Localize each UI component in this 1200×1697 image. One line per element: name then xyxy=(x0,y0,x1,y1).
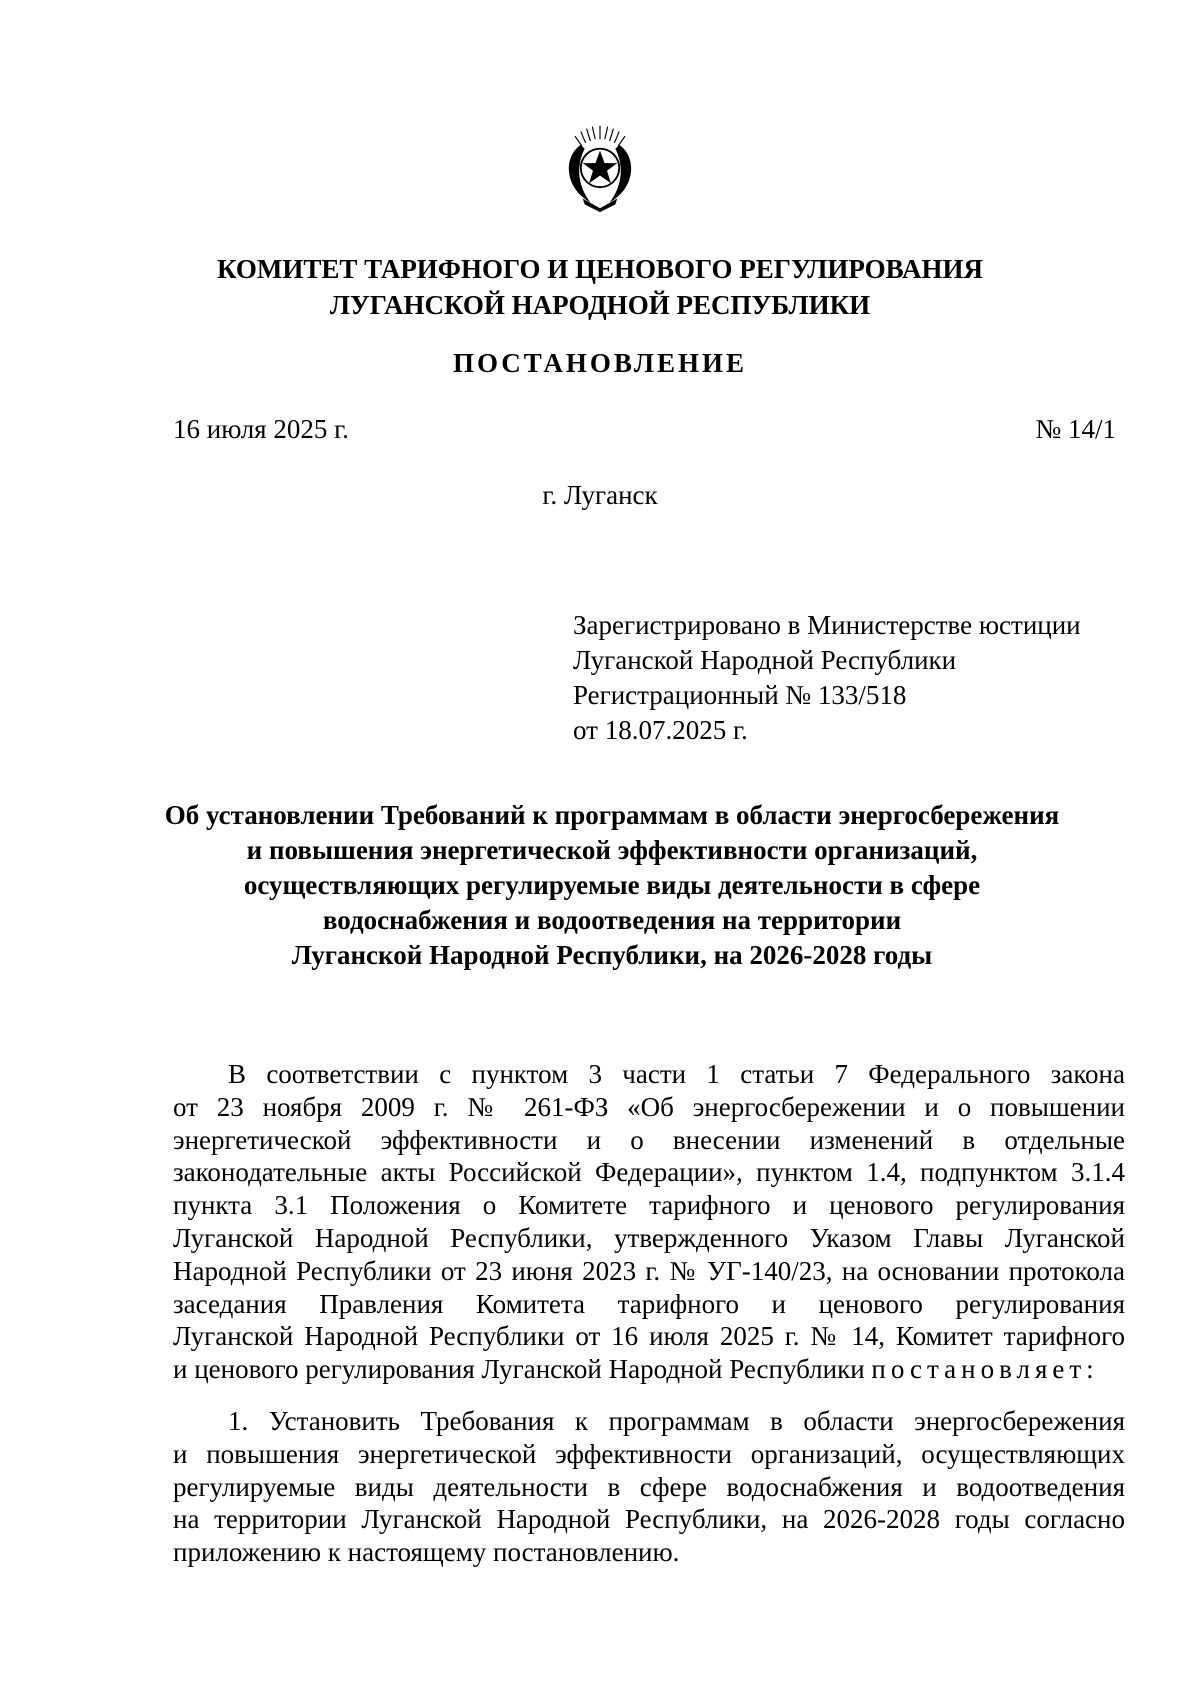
document-title xyxy=(150,798,1074,973)
clause-1-paragraph xyxy=(173,1405,1125,1569)
title-line: осуществляющих регулируемые виды деятельности в сфере xyxy=(243,870,981,900)
clause-line: 1. Установить Требования к программам в области энергосбережения xyxy=(228,1406,1125,1436)
registration-block xyxy=(573,608,1081,748)
organization-name-line-1: КОМИТЕТ ТАРИФНОГО И ЦЕНОВОГО РЕГУЛИРОВАНИЯ xyxy=(216,254,983,284)
clause-line: и повышения энергетической эффективности организаций, осуществляющих xyxy=(173,1438,1125,1469)
preamble-line: пункта 3.1 Положения о Комитете тарифного и ценового регулирования xyxy=(173,1190,1125,1221)
title-line: водоснабжения и водоотведения на территории xyxy=(322,905,902,935)
document-city: г. Луганск xyxy=(542,480,658,510)
document-type: ПОСТАНОВЛЕНИЕ xyxy=(452,348,748,378)
preamble-line: от 23 ноября 2009 г. № 261-ФЗ «Об энергосбережении и о повышении xyxy=(173,1091,1125,1122)
preamble-line: энергетической эффективности и о внесении изменений в отдельные xyxy=(173,1124,1125,1155)
preamble-line: Народной Республики от 23 июня 2023 г. № УГ-140/23, на основании протокола xyxy=(173,1255,1125,1286)
preamble-line: и ценового регулирования Луганской Народной Республики xyxy=(173,1354,865,1385)
preamble-line: В соответствии с пунктом 3 части 1 статьи 7 Федерального закона xyxy=(228,1059,1125,1089)
preamble-line: законодательные акты Российской Федерации», пунктом 1.4, подпунктом 3.1.4 xyxy=(173,1157,1125,1188)
clause-line: на территории Луганской Народной Республики, на 2026-2028 годы согласно xyxy=(173,1504,1125,1535)
registration-line: Регистрационный № 133/518 xyxy=(573,680,907,710)
clause-line: приложению к настоящему постановлению. xyxy=(173,1537,680,1568)
preamble-paragraph xyxy=(173,1058,1125,1386)
preamble-line: заседания Правления Комитета тарифного и ценового регулирования xyxy=(173,1288,1125,1319)
title-line: и повышения энергетической эффективности организаций, xyxy=(246,835,978,865)
document-number: № 14/1 xyxy=(1035,414,1116,444)
preamble-line: Луганской Народной Республики от 16 июля 2025 г. № 14, Комитет тарифного xyxy=(173,1321,1125,1352)
title-line: Об установлении Требований к программам в области энергосбережения xyxy=(164,800,1060,830)
document-date: 16 июля 2025 г. xyxy=(173,414,349,444)
lpr-coat-of-arms-icon xyxy=(552,118,648,214)
clause-line: регулируемые виды деятельности в сфере водоснабжения и водоотведения xyxy=(173,1471,1125,1502)
preamble-line: Луганской Народной Республики, утвержденного Указом Главы Луганской xyxy=(173,1222,1125,1253)
resolves-word: постановляет: xyxy=(871,1354,1099,1385)
title-line: Луганской Народной Республики, на 2026-2028 годы xyxy=(291,940,933,970)
organization-name-line-2: ЛУГАНСКОЙ НАРОДНОЙ РЕСПУБЛИКИ xyxy=(329,290,871,320)
preamble-final-line xyxy=(173,1353,1125,1386)
registration-line: от 18.07.2025 г. xyxy=(573,715,748,745)
registration-line: Луганской Народной Республики xyxy=(573,645,957,675)
registration-line: Зарегистрировано в Министерстве юстиции xyxy=(573,610,1081,640)
